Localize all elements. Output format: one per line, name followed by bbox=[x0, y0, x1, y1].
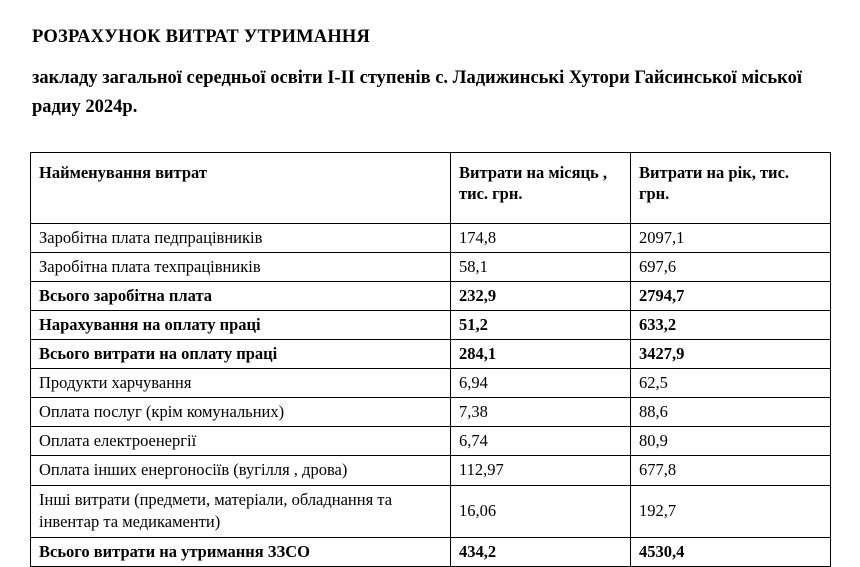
cell-yearly-cost: 2794,7 bbox=[631, 281, 831, 310]
column-header-name: Найменування витрат bbox=[31, 152, 451, 223]
cell-expense-name: Оплата інших енергоносіїв (вугілля , дрова) bbox=[31, 456, 451, 485]
table-row bbox=[31, 281, 831, 310]
table-row bbox=[31, 369, 831, 398]
cell-monthly-cost: 434,2 bbox=[451, 537, 631, 566]
table-header-row bbox=[31, 152, 831, 223]
cell-expense-name: Заробітна плата педпрацівників bbox=[31, 223, 451, 252]
cell-monthly-cost: 6,74 bbox=[451, 427, 631, 456]
cell-yearly-cost: 4530,4 bbox=[631, 537, 831, 566]
cell-monthly-cost: 51,2 bbox=[451, 310, 631, 339]
cell-expense-name: Оплата електроенергії bbox=[31, 427, 451, 456]
cell-yearly-cost: 62,5 bbox=[631, 369, 831, 398]
table-row bbox=[31, 398, 831, 427]
cell-yearly-cost: 80,9 bbox=[631, 427, 831, 456]
costs-table bbox=[30, 152, 831, 567]
page-title: РОЗРАХУНОК ВИТРАТ УТРИМАННЯ bbox=[32, 27, 371, 47]
cell-yearly-cost: 677,8 bbox=[631, 456, 831, 485]
cell-yearly-cost: 88,6 bbox=[631, 398, 831, 427]
cell-monthly-cost: 284,1 bbox=[451, 339, 631, 368]
cell-yearly-cost: 2097,1 bbox=[631, 223, 831, 252]
cell-yearly-cost: 192,7 bbox=[631, 485, 831, 537]
cell-yearly-cost: 3427,9 bbox=[631, 339, 831, 368]
cell-expense-name: Нарахування на оплату праці bbox=[31, 310, 451, 339]
table-row bbox=[31, 310, 831, 339]
cell-monthly-cost: 58,1 bbox=[451, 252, 631, 281]
cell-yearly-cost: 633,2 bbox=[631, 310, 831, 339]
table-row bbox=[31, 223, 831, 252]
cell-yearly-cost: 697,6 bbox=[631, 252, 831, 281]
cell-expense-name: Інші витрати (предмети, матеріали, обладнання та інвентар та медикаменти) bbox=[31, 485, 451, 537]
cell-monthly-cost: 174,8 bbox=[451, 223, 631, 252]
table-row bbox=[31, 339, 831, 368]
cell-monthly-cost: 232,9 bbox=[451, 281, 631, 310]
column-header-month: Витрати на місяць , тис. грн. bbox=[451, 152, 631, 223]
cell-monthly-cost: 7,38 bbox=[451, 398, 631, 427]
table-row bbox=[31, 456, 831, 485]
table-header bbox=[31, 152, 831, 223]
cell-expense-name: Всього витрати на оплату праці bbox=[31, 339, 451, 368]
cell-expense-name: Всього заробітна плата bbox=[31, 281, 451, 310]
cell-monthly-cost: 112,97 bbox=[451, 456, 631, 485]
cell-monthly-cost: 6,94 bbox=[451, 369, 631, 398]
table-body bbox=[31, 223, 831, 566]
cell-expense-name: Оплата послуг (крім комунальних) bbox=[31, 398, 451, 427]
table-row bbox=[31, 252, 831, 281]
cell-expense-name: Заробітна плата техпрацівників bbox=[31, 252, 451, 281]
cell-expense-name: Всього витрати на утримання ЗЗСО bbox=[31, 537, 451, 566]
table-row bbox=[31, 427, 831, 456]
cell-expense-name: Продукти харчування bbox=[31, 369, 451, 398]
cell-monthly-cost: 16,06 bbox=[451, 485, 631, 537]
table-row bbox=[31, 485, 831, 537]
page-subtitle: закладу загальної середньої освіти І-ІІ ступенів с. Ладижинські Хутори Гайсинської міської радиу 2024р. bbox=[32, 68, 802, 117]
column-header-year: Витрати на рік, тис. грн. bbox=[631, 152, 831, 223]
